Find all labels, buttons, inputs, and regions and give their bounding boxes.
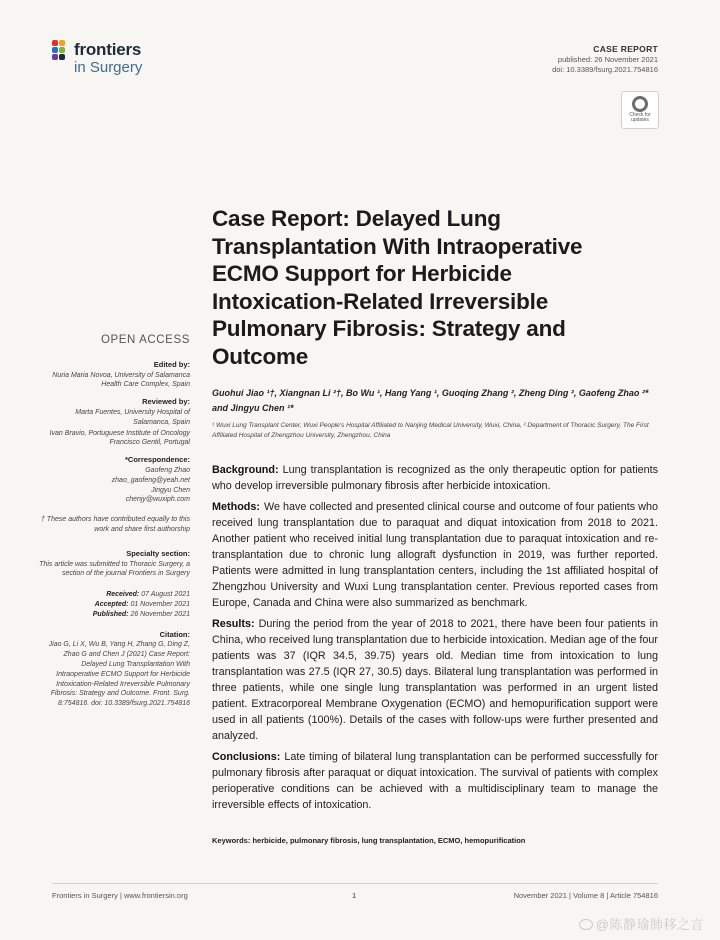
methods-text: We have collected and presented clinical course and outcome of four patients who received lung transplantation due to paraquat and diquat intoxication from 2018 to 2021. Another patient who received initial lung transplantation due to paraquat intoxication and re-transplantation due to chronic lung allograft dysfunction in 2019, was further reported. Patients were admitted in lung transplantation centers, including the 1st affiliated hospital of Zhengzhou University and Wuxi Lung transplantation center. Previous reported cases from Europe, Canada and China were also summarized as benchmark. <box>212 501 658 609</box>
badge-label: Check for updates <box>629 112 651 123</box>
keywords <box>212 836 525 845</box>
results-text: During the period from the year of 2018 to 2021, there have been four patients in China, who received lung transplantation due to herbicide intoxication. Median age of the four patients was 37 (IQR 34.5, 39.75) years old. Median time from intoxication to lung transplantation was 27.5 (IQR 27, 30.5) days. Bilateral lung transplantation was performed in three patients, while one single lung transplantation was performed in an urgent listed patient. Extracorporeal Membrane Oxygenation (ECMO) and hemopurification support were used in all patients (100%). Details of the cases with follow-ups were further presented and analyzed. <box>212 618 658 742</box>
watermark-text: @陈静瑜肺移之言 <box>595 917 704 932</box>
reviewer-2: Ivan Bravio, Portuguese Institute of Oncology Francisco Gentil, Portugal <box>49 429 190 447</box>
equal-contribution-note: † These authors have contributed equally to this work and share first authorship <box>40 516 190 533</box>
watermark <box>579 914 704 933</box>
logo-text-in-surgery: in Surgery <box>74 59 143 76</box>
corr-name-1: Gaofeng Zhao <box>145 466 190 474</box>
author-list: Guohui Jiao ¹†, Xiangnan Li ²†, Bo Wu ¹, Hang Yang ¹, Guoqing Zhang ², Zheng Ding ², Gaofeng Zhao ²* and Jingyu Chen ¹* <box>212 388 649 413</box>
abstract-results <box>212 616 658 744</box>
open-access-label: OPEN ACCESS <box>100 334 190 346</box>
article-type: CASE REPORT <box>593 44 658 54</box>
keywords-text: herbicide, pulmonary fibrosis, lung transplantation, ECMO, hemopurification <box>252 836 526 845</box>
received-date <box>38 590 190 600</box>
frontiers-logo-icon <box>52 40 72 62</box>
article-title: Case Report: Delayed Lung Transplantation With Intraoperative ECMO Support for Herbicide Intoxication-Related Irreversible Pulmonary Fibrosis: Strategy and Outcome <box>212 206 583 369</box>
abstract-methods <box>212 499 658 611</box>
received-value: 07 August 2021 <box>141 591 190 599</box>
editor: Nuria Maria Novoa, University of Salamanca Health Care Complex, Spain <box>52 371 190 389</box>
weibo-icon <box>579 919 593 930</box>
accepted-label: Accepted: <box>94 600 129 608</box>
published-date-side <box>38 610 190 620</box>
conclusions-text: Late timing of bilateral lung transplantation can be performed successfully for pulmonary fibrosis after paraquat or diquat intoxication. The survival of patients with complex perioperative conditions can be achieved with a multidisciplinary team to manage the irreversible effects of intoxication. <box>212 751 658 811</box>
article-doi[interactable]: doi: 10.3389/fsurg.2021.754816 <box>552 65 658 74</box>
abstract-conclusions <box>212 749 658 813</box>
abstract <box>212 462 658 818</box>
page-number: 1 <box>352 891 357 900</box>
citation-text: Jiao G, Li X, Wu B, Yang H, Zhang G, Ding Z, Zhao G and Chen J (2021) Case Report: Delayed Lung Transplantation With Intraoperative ECMO Support for Herbicide Intoxication-Related Irreversible Pulmonary Fibrosis: Strategy and Outcome. Front. Surg. 8:754816. doi: 10.3389/fsurg.2021.754816 <box>48 641 190 708</box>
logo-text-frontiers: frontiers <box>74 40 142 59</box>
sidebar-info <box>38 336 190 709</box>
corr-name-2: Jingyu Chen <box>151 486 190 494</box>
footer-divider <box>52 883 658 884</box>
corr-email-2[interactable]: chenjy@wuxiph.com <box>125 496 190 504</box>
correspondence-label: *Correspondence: <box>124 455 190 465</box>
keywords-label: Keywords: <box>212 836 251 845</box>
edited-by-label: Edited by: <box>153 359 190 369</box>
footer-journal[interactable]: Frontiers in Surgery | www.frontiersin.org <box>52 891 188 900</box>
received-label: Received: <box>106 591 140 599</box>
published-label: Published: <box>92 610 129 618</box>
affiliations: ¹ Wuxi Lung Transplant Center, Wuxi People's Hospital Affiliated to Nanjing Medical University, Wuxi, China, ² Department of Thoracic Surgery, The First Affiliated Hospital of Zhengzhou University, Zhengzhou, China <box>212 422 649 439</box>
check-for-updates-button[interactable] <box>621 91 659 129</box>
background-text: Lung transplantation is recognized as the only therapeutic option for patients who develop irreversible pulmonary fibrosis after herbicide intoxication. <box>212 464 658 492</box>
specialty-section: This article was submitted to Thoracic Surgery, a section of the journal Frontiers in Surgery <box>39 560 190 578</box>
published-value: 26 November 2021 <box>130 610 190 618</box>
abstract-background <box>212 462 658 494</box>
accepted-value: 01 November 2021 <box>130 600 190 608</box>
methods-label: Methods: <box>212 501 260 513</box>
citation-label: Citation: <box>159 629 190 639</box>
specialty-label: Specialty section: <box>126 548 190 558</box>
published-date: published: 26 November 2021 <box>557 55 658 64</box>
results-label: Results: <box>212 618 255 630</box>
reviewer-1: Marta Fuentes, University Hospital of Salamanca, Spain <box>75 408 190 426</box>
article-header-meta <box>552 44 658 74</box>
background-label: Background: <box>212 464 279 476</box>
update-check-icon <box>632 96 648 112</box>
corr-email-1[interactable]: zhao_gaofeng@yeah.net <box>111 476 190 484</box>
accepted-date <box>38 600 190 610</box>
conclusions-label: Conclusions: <box>212 751 281 763</box>
reviewed-by-label: Reviewed by: <box>142 397 190 407</box>
footer-issue: November 2021 | Volume 8 | Article 754816 <box>513 891 658 900</box>
